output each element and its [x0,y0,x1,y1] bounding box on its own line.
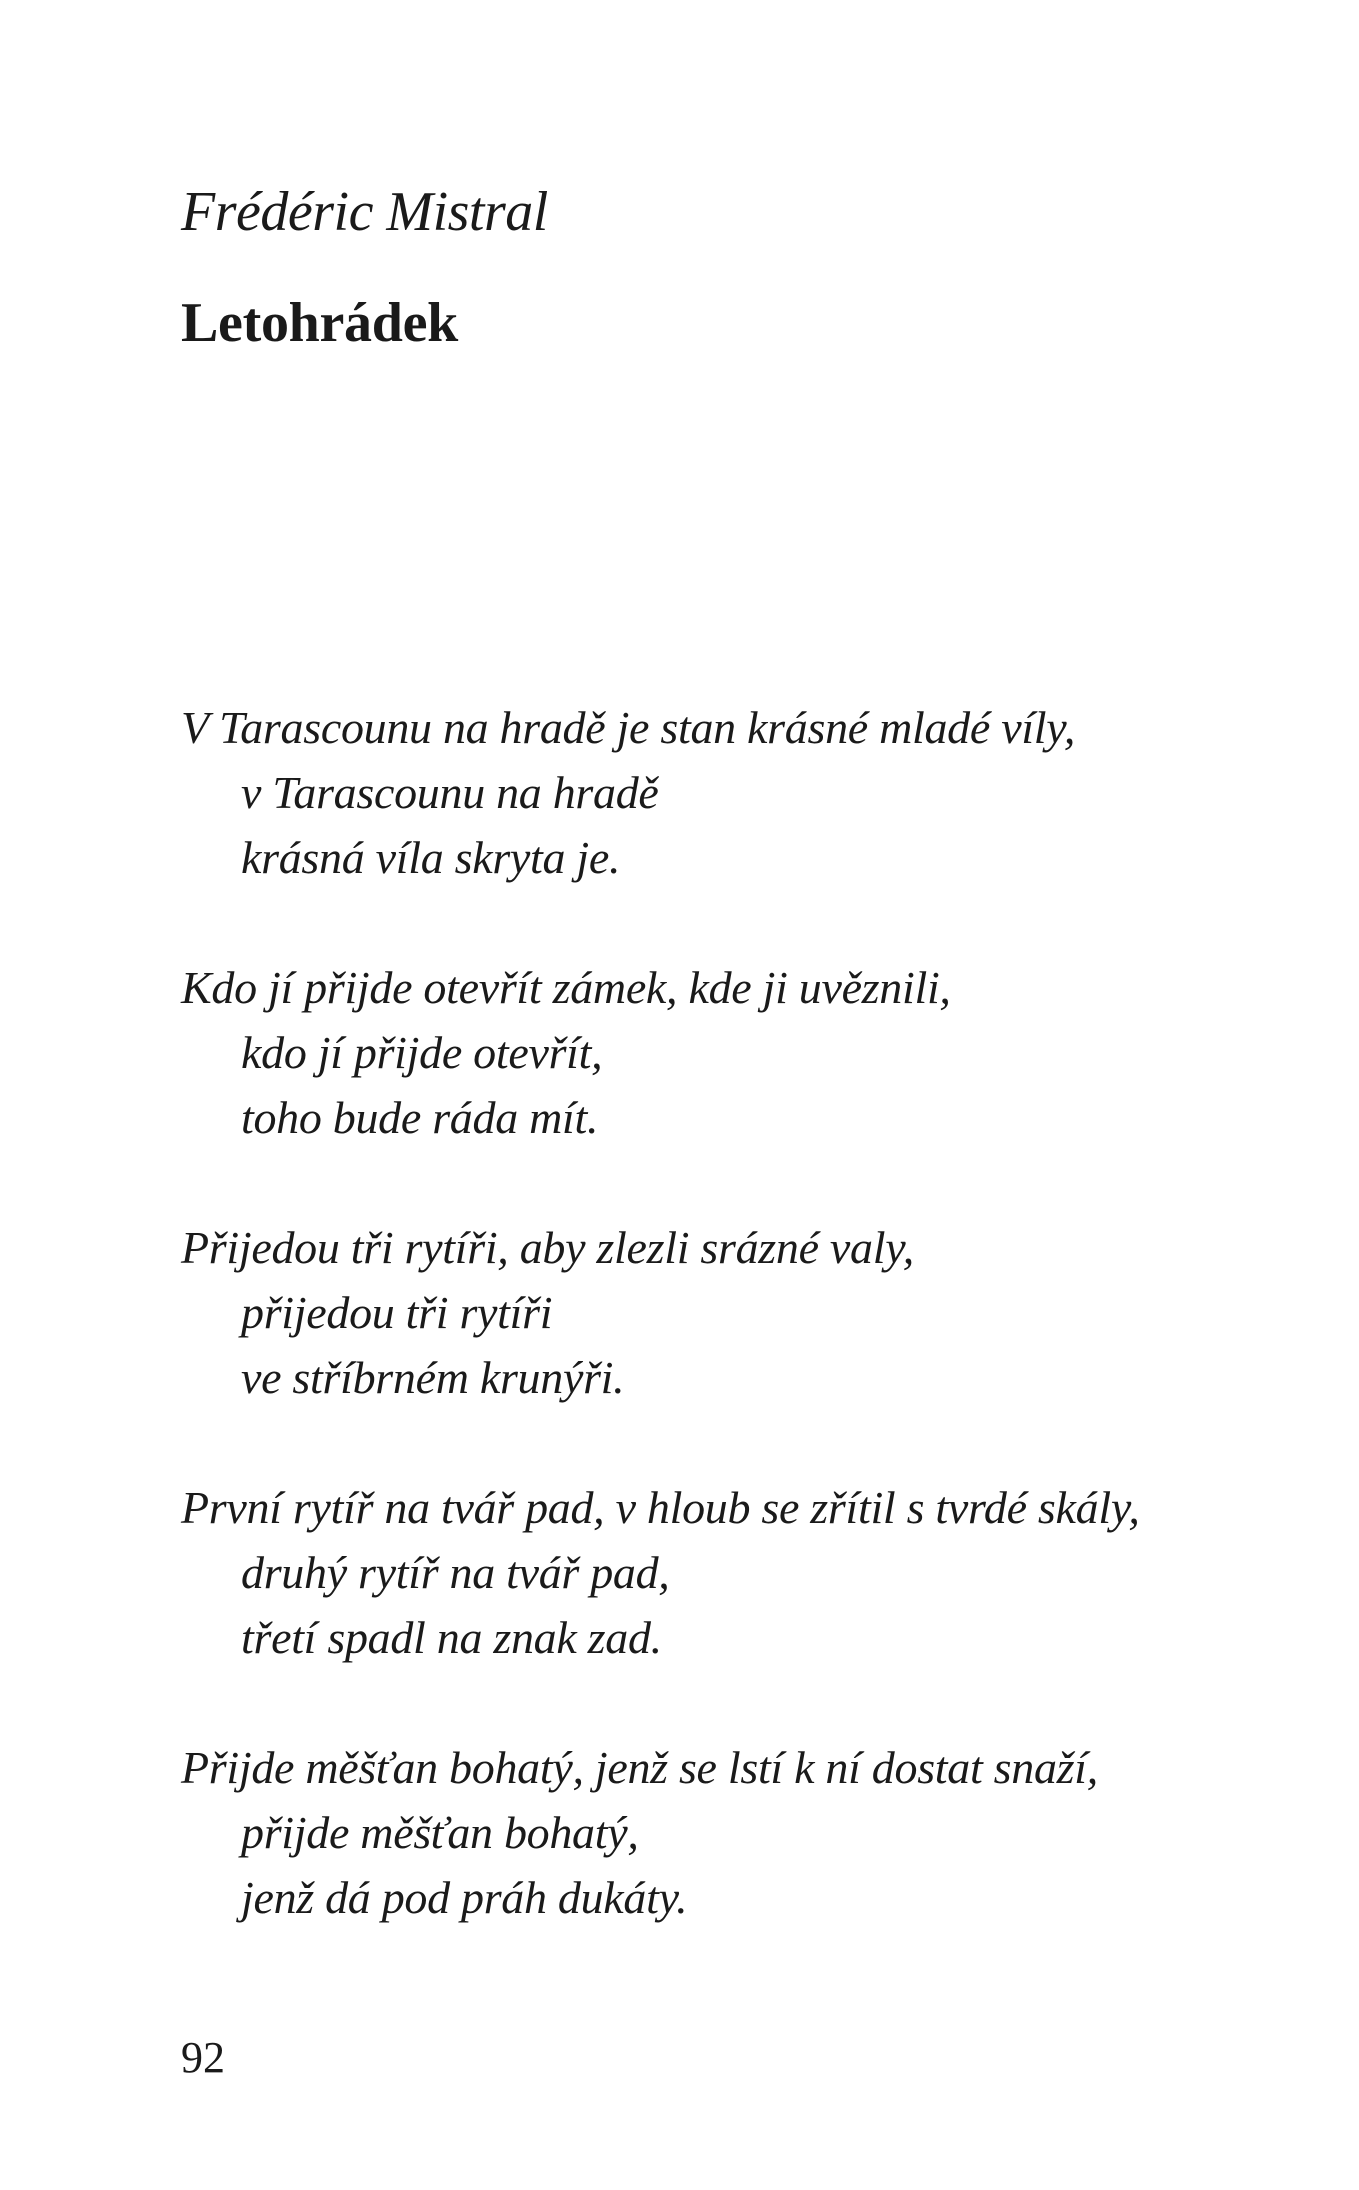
verse-line: v Tarascounu na hradě [241,767,659,818]
verse-line: Přijde měšťan bohatý, jenž se lstí k ní dostat snaží, [181,1742,1098,1793]
verse-line: kdo jí přijde otevřít, [241,1027,603,1078]
poem-title: Letohrádek [181,292,459,354]
stanza [181,1215,1241,1410]
verse-line: přijedou tři rytíři [241,1287,553,1338]
verse-line: Kdo jí přijde otevřít zámek, kde ji uvěznili, [181,962,951,1013]
verse-line: přijde měšťan bohatý, [241,1807,639,1858]
verse-line: ve stříbrném krunýři. [241,1352,625,1403]
stanza [181,1735,1241,1930]
author-name: Frédéric Mistral [181,181,548,243]
stanza [181,695,1241,890]
verse-line: První rytíř na tvář pad, v hloub se zřítil s tvrdé skály, [181,1482,1140,1533]
page-number: 92 [181,2033,225,2082]
stanza [181,955,1241,1150]
verse-line: Přijedou tři rytíři, aby zlezli srázné valy, [181,1222,914,1273]
poem-body [181,695,1241,1930]
verse-line: krásná víla skryta je. [241,832,621,883]
verse-line: V Tarascounu na hradě je stan krásné mladé víly, [181,702,1076,753]
verse-line: jenž dá pod práh dukáty. [241,1872,688,1923]
verse-line: třetí spadl na znak zad. [241,1612,662,1663]
stanza [181,1475,1241,1670]
verse-line: toho bude ráda mít. [241,1092,599,1143]
verse-line: druhý rytíř na tvář pad, [241,1547,670,1598]
